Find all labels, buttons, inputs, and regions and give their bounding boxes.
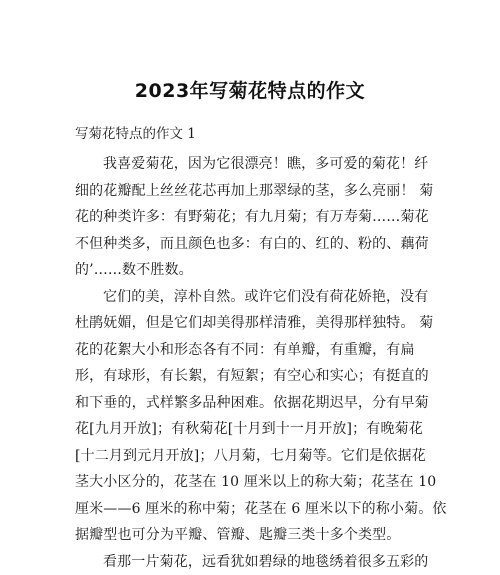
text-line: 厘米——6 厘米的称中菊；花茎在 6 厘米以下的称小菊。依 [75,496,431,523]
text-line: 杜鹃妩媚，但是它们却美得那样清雅，美得那样独特。 菊 [75,310,431,337]
text-line: 花的种类许多：有野菊花；有九月菊；有万寿菊……菊花 [75,204,431,231]
text-line: 不但种类多，而且颜色也多：有白的、红的、粉的、藕荷 [75,231,431,258]
text-line: 形，有球形，有长絮，有短絮；有空心和实心；有挺直的 [75,363,431,390]
text-line: 它们的美，淳朴自然。或许它们没有荷花娇艳，没有 [75,284,431,311]
section-heading: 写菊花特点的作文 1 [75,124,196,144]
text-line: 的’……数不胜数。 [75,257,431,284]
text-line: [十二月到元月开放]；八月菊，七月菊等。它们是依据花 [75,443,431,470]
text-line: 花[九月开放]；有秋菊花[十月到十一月开放]；有晚菊花 [75,416,431,443]
text-line: 看那一片菊花，远看犹如碧绿的地毯绣着很多五彩的 [75,549,431,575]
text-line: 我喜爱菊花，因为它很漂亮！瞧，多可爱的菊花！纤 [75,151,431,178]
text-line: 细的花瓣配上丝丝花芯再加上那翠绿的茎，多么亮丽！ 菊 [75,178,431,205]
essay-body [75,151,431,575]
text-line: 和下垂的，式样繁多品种困难。依据花期迟早，分有早菊 [75,390,431,417]
text-line: 据瓣型也可分为平瓣、管瓣、匙瓣三类十多个类型。 [75,522,431,549]
text-line: 花的花絮大小和形态各有不同：有单瓣，有重瓣，有扁 [75,337,431,364]
text-line: 茎大小区分的，花茎在 10 厘米以上的称大菊；花茎在 10 [75,469,431,496]
page-title: 2023年写菊花特点的作文 [0,78,500,104]
